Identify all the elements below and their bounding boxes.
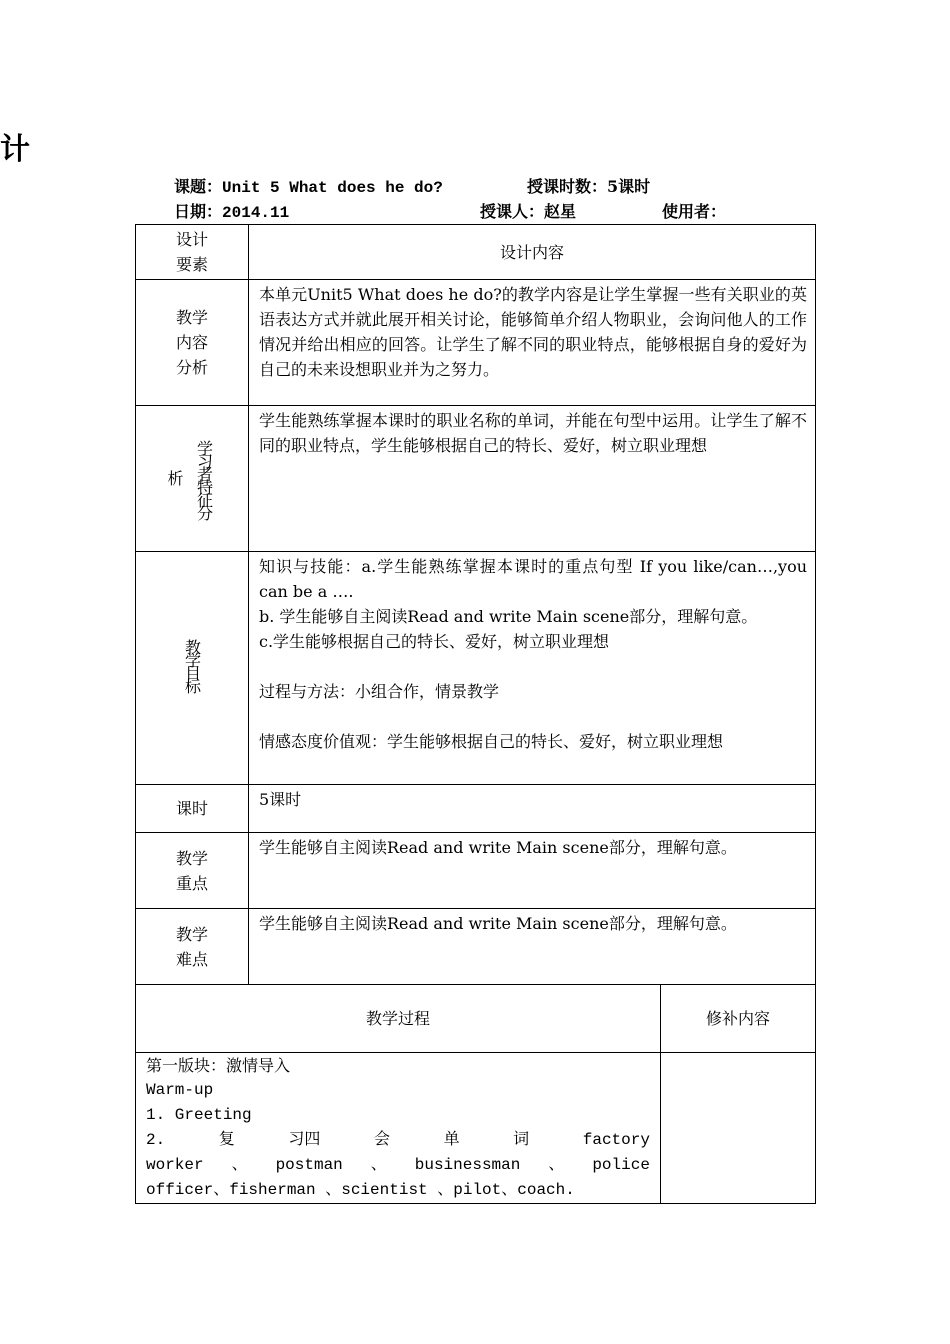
process-greeting: 1. Greeting [146,1106,252,1124]
difficulty-row [136,909,816,985]
hours-line [527,176,650,198]
review-word: 会 [373,1131,390,1149]
date-label: 日期： [174,202,223,221]
process-row [136,1053,816,1204]
review-word: 、 [548,1156,565,1174]
process-header-row [136,985,816,1053]
hours-label: 授课时数： [527,177,608,196]
goals-emotion: 情感态度价值观：学生能够根据自己的特长、爱好，树立职业理想 [259,732,724,751]
analysis-row [136,280,816,406]
goals-knowledge: 知识与技能：a.学生能熟练掌握本课时的重点句型 If you like/can…,you can be a …. [259,557,808,601]
process-warmup: Warm-up [146,1081,214,1099]
learner-row [136,406,816,552]
goals-content [249,552,816,785]
goals-c-item: c.学生能够根据自己的特长、爱好，树立职业理想 [259,632,610,651]
process-review-line1 [146,1128,650,1153]
learner-label-vertical: 学习者特征分 [194,439,214,518]
learner-label [136,406,249,552]
hours-value: 5课时 [607,177,651,196]
learner-label-side: 析 [167,469,184,488]
process-header: 教学过程 [136,985,661,1053]
difficulty-label [136,909,249,985]
review-word: postman [275,1156,343,1174]
review-word: 词 [513,1131,530,1149]
element-header-line2: 要素 [175,255,208,274]
difficulty-content: 学生能够自主阅读Read and write Main scene部分，理解句意。 [249,909,816,985]
review-word: 、 [370,1156,387,1174]
review-word: 单 [443,1131,460,1149]
teacher-value: 赵星 [544,202,577,221]
topic-label: 课题： [174,177,223,196]
goals-label-vertical: 教学目标 [182,638,202,691]
analysis-label-line3: 分析 [175,358,208,377]
key-point-label [136,833,249,909]
element-header-line1: 设计 [175,230,208,249]
analysis-label-line1: 教学 [175,308,208,327]
supplement-header: 修补内容 [661,985,816,1053]
title-fragment: 计 [0,132,30,167]
teacher-label: 授课人： [480,202,545,221]
goals-b-item: b. 学生能够自主阅读Read and write Main scene部分，理解句意。 [259,607,758,626]
analysis-label-line2: 内容 [175,333,208,352]
goals-row [136,552,816,785]
process-block1: 第一版块：激情导入 [146,1056,291,1075]
period-content: 5课时 [249,785,816,833]
analysis-content: 本单元Unit5 What does he do?的教学内容是让学生掌握一些有关职业的英语表达方式并就此展开相关讨论，能够简单介绍人物职业，会询问他人的工作情况并给出相应的回答。让学生了解不同的职业特点，能够根据自身的爱好为自己的未来设想职业并为之努力。 [249,280,816,406]
goals-label [136,552,249,785]
learner-content: 学生能熟练掌握本课时的职业名称的单词，并能在句型中运用。让学生了解不同的职业特点，学生能够根据自己的特长、爱好，树立职业理想 [249,406,816,552]
topic-value: Unit 5 What does he do? [222,179,443,197]
review-word: 复 [218,1131,235,1149]
review-word: 习四 [288,1131,321,1149]
key-point-label-line2: 重点 [175,873,208,893]
review-word: 、 [231,1156,248,1174]
user-label: 使用者： [662,202,727,221]
review-word: factory [582,1131,650,1149]
key-point-row [136,833,816,909]
content-header-cell: 设计内容 [249,225,816,280]
topic-line [174,176,443,199]
date-line [174,201,289,224]
process-review-line2 [146,1153,650,1178]
review-word: businessman [414,1156,521,1174]
review-word: 2. [146,1131,166,1149]
process-review-line3: officer、fisherman 、scientist 、pilot、coach. [146,1181,575,1199]
difficulty-label-line1: 教学 [175,924,208,944]
goals-process: 过程与方法：小组合作，情景教学 [259,682,500,701]
date-value: 2014.11 [222,204,290,222]
difficulty-label-line2: 难点 [175,949,208,969]
supplement-cell [661,1053,816,1204]
teacher-line [480,201,576,223]
table-header-row [136,225,816,280]
analysis-label [136,280,249,406]
lesson-plan-table [135,224,816,1204]
period-label: 课时 [136,785,249,833]
key-point-content: 学生能够自主阅读Read and write Main scene部分，理解句意。 [249,833,816,909]
review-word: police [592,1156,650,1174]
element-header-cell [136,225,249,280]
process-content [136,1053,661,1204]
key-point-label-line1: 教学 [175,848,208,868]
review-word: worker [146,1156,204,1174]
period-row [136,785,816,833]
